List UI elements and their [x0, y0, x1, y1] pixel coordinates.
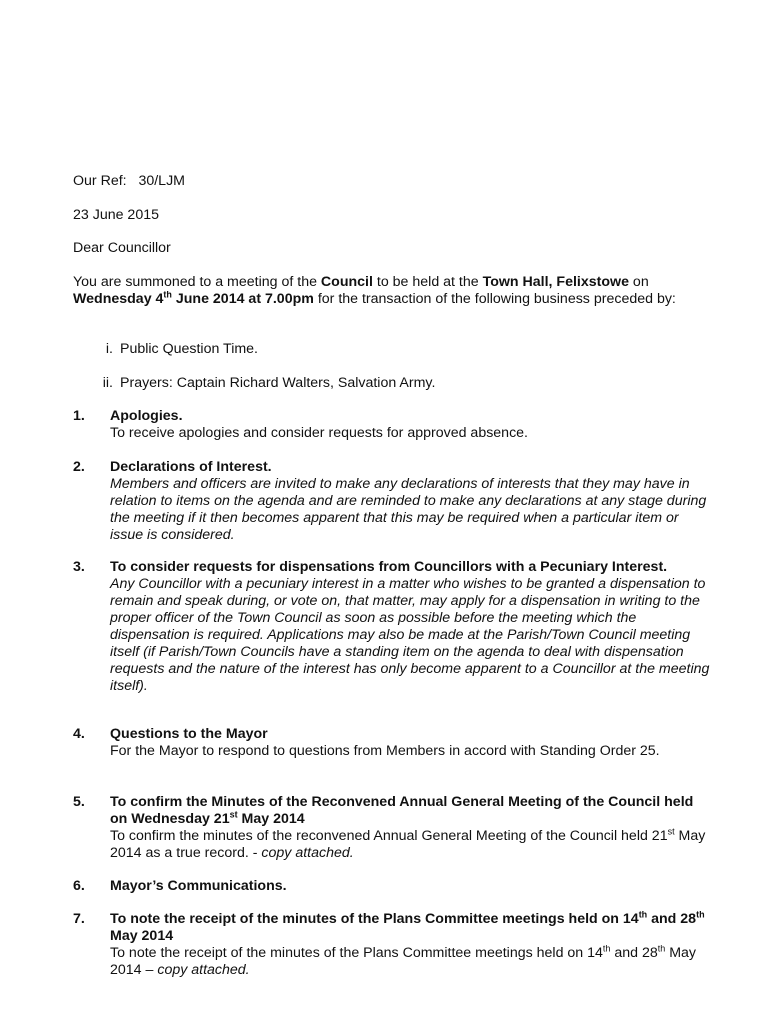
- title-sup: th: [638, 909, 648, 920]
- preliminary-number: i.: [105, 341, 113, 357]
- preliminary-text: Public Question Time.: [120, 341, 258, 357]
- intro-text-4: for the transaction of the following business preceded by:: [313, 291, 676, 307]
- agenda-item-description: [110, 945, 710, 979]
- agenda-item-description: For the Mayor to respond to questions from Members in accord with Standing Order 25.: [110, 743, 660, 759]
- intro-text-2: to be held at the: [372, 274, 483, 290]
- title-text: and 28: [647, 911, 697, 927]
- letter-date: 23 June 2015: [73, 207, 159, 223]
- agenda-item-title: [110, 794, 710, 828]
- agenda-item-title: Questions to the Mayor: [110, 726, 268, 742]
- agenda-item-number: 7.: [73, 911, 85, 927]
- title-text: To confirm the Minutes of the Reconvened Annual General Meeting of the Council held on Wednesday 21: [110, 794, 694, 827]
- agenda-item-title: To consider requests for dispensations from Councillors with a Pecuniary Interest.: [110, 559, 668, 575]
- intro-council: Council: [320, 274, 373, 290]
- summons-paragraph: [73, 274, 713, 308]
- agenda-item-number: 2.: [73, 459, 85, 475]
- agenda-item-title: Mayor’s Communications.: [110, 878, 287, 894]
- agenda-item-description: To receive apologies and consider requests for approved absence.: [110, 425, 529, 441]
- agenda-item-description: [110, 828, 710, 862]
- our-reference: [73, 173, 185, 190]
- agenda-item-description: Any Councillor with a pecuniary interest in a matter who wishes to be granted a dispensation to remain and speak during, or vote on, that matter, may apply for a dispensation in writing to the proper officer of the Town Council as soon as possible before the meeting which the dispensation is required. Applications may also be made at the Parish/Town Council meeting itself (if Parish/Town Councils have a standing item on the agenda to deal with dispensation requests and the nature of the interest has only become apparent to a Councillor at the meeting itself).: [110, 576, 710, 694]
- preliminary-number: ii.: [102, 375, 113, 391]
- intro-datetime: [73, 291, 314, 307]
- agenda-item-description: Members and officers are invited to make any declarations of interests that they may have in relation to items on the agenda and are reminded to make any declarations at any stage during the meeting if it then becomes apparent that this may be required when a particular item or issue is considered.: [110, 476, 707, 543]
- agenda-item-title: Declarations of Interest.: [110, 459, 272, 475]
- desc-text: May 2014 as a true record. -: [110, 828, 706, 861]
- desc-text: To note the receipt of the minutes of the Plans Committee meetings held on 14: [110, 945, 603, 961]
- desc-sup: th: [602, 943, 611, 954]
- agenda-item-number: 1.: [73, 408, 85, 424]
- intro-day-b: June 2014 at 7.00pm: [171, 291, 314, 307]
- title-text: To note the receipt of the minutes of the Plans Committee meetings held on 14: [110, 911, 639, 927]
- title-text: May 2014: [237, 811, 305, 827]
- desc-text: and 28: [610, 945, 658, 961]
- desc-sup: st: [667, 826, 675, 837]
- agenda-item-number: 4.: [73, 726, 85, 742]
- agenda-item-number: 5.: [73, 794, 85, 810]
- desc-text: May 2014 –: [110, 945, 697, 978]
- intro-text-1: You are summoned to a meeting of the: [73, 274, 321, 290]
- desc-attachment-note: copy attached.: [157, 962, 250, 978]
- agenda-item-number: 3.: [73, 559, 85, 575]
- preliminary-text: Prayers: Captain Richard Walters, Salvation Army.: [120, 375, 436, 391]
- our-ref-value: 30/LJM: [138, 173, 185, 189]
- desc-text: To confirm the minutes of the reconvened Annual General Meeting of the Council held 21: [110, 828, 668, 844]
- intro-venue: Town Hall, Felixstowe: [482, 274, 629, 290]
- salutation: Dear Councillor: [73, 240, 171, 256]
- intro-day-sup: th: [163, 289, 172, 300]
- title-sup: st: [229, 809, 238, 820]
- our-ref-label: Our Ref:: [73, 173, 127, 189]
- title-sup: th: [696, 909, 705, 920]
- agenda-item-title: Apologies.: [110, 408, 183, 424]
- agenda-item-title: [110, 911, 710, 945]
- intro-text-3: on: [628, 274, 649, 290]
- intro-day-a: Wednesday 4: [73, 291, 164, 307]
- agenda-item-number: 6.: [73, 878, 85, 894]
- desc-sup: th: [657, 943, 666, 954]
- title-text: May 2014: [110, 928, 174, 944]
- desc-attachment-note: copy attached.: [261, 845, 354, 861]
